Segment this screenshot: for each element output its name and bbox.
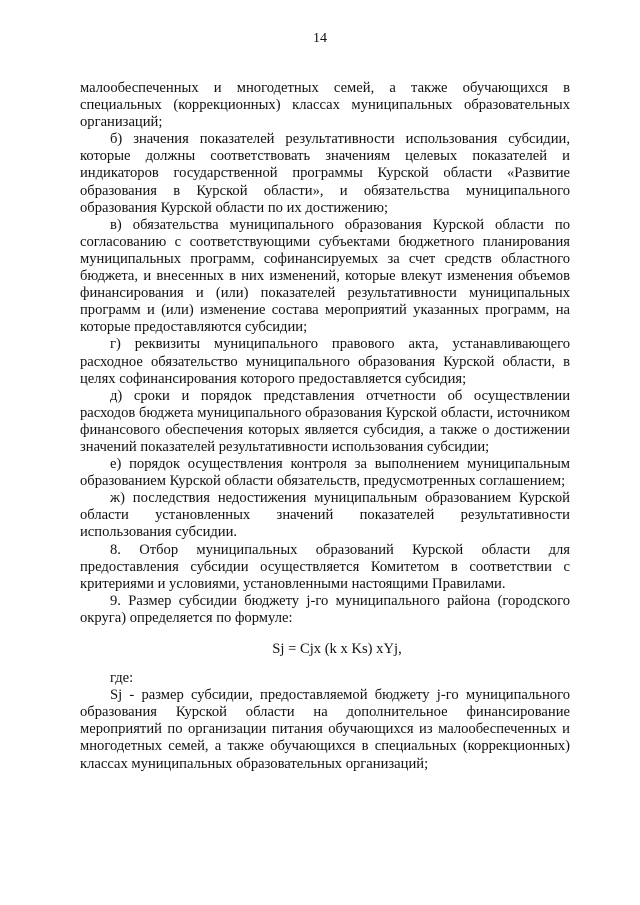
paragraph-item-b: б) значения показателей результативности использования субсидии, которые должны соответствовать значениям целевых показателей и индикаторов государственной программы Курской области «Развитие образования в Курской области», и обязательства муниципального образования Курской области по их достижению;: [80, 131, 570, 216]
paragraph-item-zh: ж) последствия недостижения муниципальным образованием Курской области установленных значений показателей результативности использования субсидии.: [80, 490, 570, 541]
document-body: [80, 80, 570, 773]
paragraph-item-v: в) обязательства муниципального образования Курской области по согласованию с соответствующими субъектами бюджетного планирования муниципальных программ, софинансируемых за счет средств областного бюджета, и внесенных в них изменений, которые влекут изменения объемов финансирования и (или) показателей результативности муниципальных программ и (или) изменение состава мероприятий указанных программ, на которые предоставляются субсидии;: [80, 216, 570, 336]
paragraph-continuation: малообеспеченных и многодетных семей, а также обучающихся в специальных (коррекционных) классах муниципальных образовательных организаций;: [80, 80, 570, 131]
where-label: где:: [110, 670, 134, 687]
paragraph-section-8: 8. Отбор муниципальных образований Курской области для предоставления субсидии осуществляется Комитетом в соответствии с критериями и условиями, установленными настоящими Правилами.: [80, 541, 570, 592]
paragraph-item-g: г) реквизиты муниципального правового акта, устанавливающего расходное обязательство муниципального образования Курской области, в целях софинансирования которого предоставляется субсидия;: [80, 336, 570, 387]
paragraph-section-9: 9. Размер субсидии бюджету j-го муниципального района (городского округа) определяется по формуле:: [80, 592, 570, 626]
page-number: 14: [313, 31, 327, 46]
paragraph-item-e: е) порядок осуществления контроля за выполнением муниципальным образованием Курской области обязательств, предусмотренных соглашением;: [80, 456, 570, 490]
paragraph-item-d: д) сроки и порядок представления отчетности об осуществлении расходов бюджета муниципального образования Курской области, источником финансового обеспечения которых является субсидия, а также о достижении значений показателей результативности использования субсидии;: [80, 387, 570, 455]
definition-sj: Sj - размер субсидии, предоставляемой бюджету j-го муниципального образования Курской области на дополнительное финансирование мероприятий по организации питания обучающихся из малообеспеченных и многодетных семей, а также обучающихся в специальных (коррекционных) классах муниципальных образовательных организаций;: [80, 687, 570, 772]
subsidy-formula: Sj = Cjx (k x Ks) xYj,: [272, 641, 402, 657]
